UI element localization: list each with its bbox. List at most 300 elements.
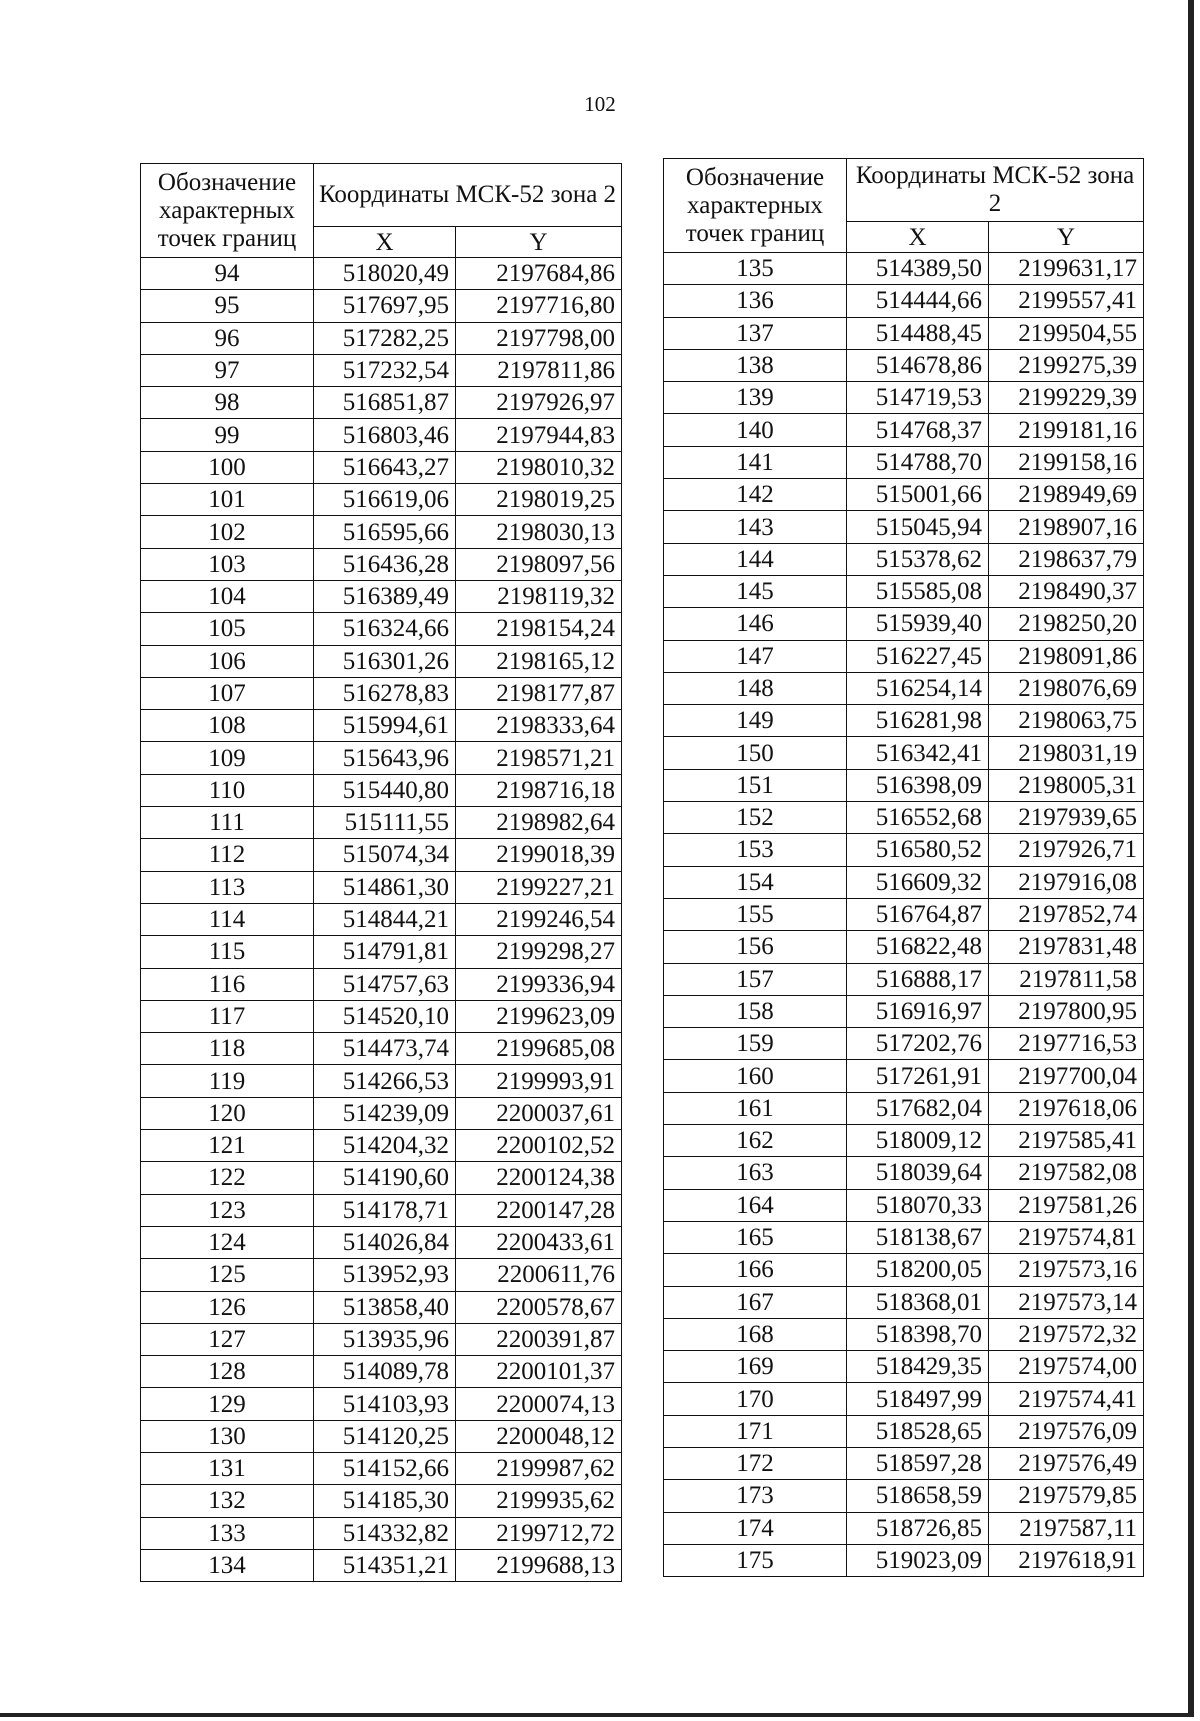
point-number: 125 (141, 1259, 314, 1291)
coord-y: 2197684,86 (456, 258, 622, 290)
point-number: 170 (664, 1383, 847, 1415)
coord-y: 2198119,32 (456, 580, 622, 612)
coord-y: 2198097,56 (456, 548, 622, 580)
table-row (664, 543, 1144, 575)
point-number: 116 (141, 968, 314, 1000)
table-row (664, 866, 1144, 898)
coord-y: 2199227,21 (456, 871, 622, 903)
coord-y: 2197574,00 (989, 1351, 1144, 1383)
table-row (664, 640, 1144, 672)
coord-x: 515111,55 (314, 807, 456, 839)
coord-x: 516552,68 (847, 802, 989, 834)
point-number: 169 (664, 1351, 847, 1383)
point-number: 106 (141, 645, 314, 677)
x-header: X (847, 222, 989, 253)
table-row (664, 1351, 1144, 1383)
table-row (664, 575, 1144, 607)
table-row (141, 613, 622, 645)
coord-x: 514719,53 (847, 382, 989, 414)
coord-x: 514190,60 (314, 1162, 456, 1194)
coord-x: 517282,25 (314, 322, 456, 354)
table-row (141, 710, 622, 742)
coord-y: 2197573,16 (989, 1254, 1144, 1286)
coord-x: 515585,08 (847, 575, 989, 607)
coord-y: 2198154,24 (456, 613, 622, 645)
point-number: 154 (664, 866, 847, 898)
point-number: 151 (664, 769, 847, 801)
coord-y: 2197944,83 (456, 419, 622, 451)
coord-x: 515045,94 (847, 511, 989, 543)
point-number: 113 (141, 871, 314, 903)
page-number: 102 (584, 92, 616, 116)
point-number: 107 (141, 677, 314, 709)
coord-x: 514152,66 (314, 1452, 456, 1484)
point-number: 110 (141, 774, 314, 806)
point-number: 121 (141, 1130, 314, 1162)
coord-x: 518070,33 (847, 1189, 989, 1221)
point-number: 98 (141, 387, 314, 419)
table-row (141, 1162, 622, 1194)
coordinates-table-left (140, 163, 622, 1582)
point-number: 114 (141, 903, 314, 935)
table-row (141, 936, 622, 968)
table-row (664, 1415, 1144, 1447)
table-row (141, 1226, 622, 1258)
table-row (141, 774, 622, 806)
point-number: 120 (141, 1097, 314, 1129)
point-number: 103 (141, 548, 314, 580)
point-number: 157 (664, 963, 847, 995)
coord-y: 2200101,37 (456, 1356, 622, 1388)
coord-y: 2198982,64 (456, 807, 622, 839)
table-row (664, 608, 1144, 640)
coord-x: 515939,40 (847, 608, 989, 640)
coord-x: 513935,96 (314, 1323, 456, 1355)
table-row (664, 1125, 1144, 1157)
coord-y: 2200391,87 (456, 1323, 622, 1355)
table-row (141, 677, 622, 709)
table-row (141, 484, 622, 516)
table-row (664, 1318, 1144, 1350)
table-row (664, 834, 1144, 866)
table-row (141, 1194, 622, 1226)
point-number: 153 (664, 834, 847, 866)
coord-y: 2197574,81 (989, 1221, 1144, 1253)
point-number: 111 (141, 807, 314, 839)
y-header: Y (989, 222, 1144, 253)
table-row (664, 963, 1144, 995)
point-number: 135 (664, 253, 847, 285)
coord-y: 2198333,64 (456, 710, 622, 742)
table-row (664, 1221, 1144, 1253)
point-number: 147 (664, 640, 847, 672)
table-row (664, 1060, 1144, 1092)
table-row (141, 387, 622, 419)
table-row (664, 1157, 1144, 1189)
coord-y: 2199631,17 (989, 253, 1144, 285)
table-row (141, 1000, 622, 1032)
coord-x: 514678,86 (847, 349, 989, 381)
coord-x: 514844,21 (314, 903, 456, 935)
coord-y: 2200611,76 (456, 1259, 622, 1291)
point-number: 152 (664, 802, 847, 834)
coord-y: 2200048,12 (456, 1420, 622, 1452)
coord-y: 2197916,08 (989, 866, 1144, 898)
point-number: 161 (664, 1092, 847, 1124)
coord-x: 518497,99 (847, 1383, 989, 1415)
coord-x: 514239,09 (314, 1097, 456, 1129)
table-row (664, 802, 1144, 834)
coord-x: 516609,32 (847, 866, 989, 898)
point-number: 96 (141, 322, 314, 354)
point-number: 143 (664, 511, 847, 543)
coord-x: 514204,32 (314, 1130, 456, 1162)
coord-y: 2199712,72 (456, 1517, 622, 1549)
coord-x: 516619,06 (314, 484, 456, 516)
point-number: 95 (141, 290, 314, 322)
point-number: 168 (664, 1318, 847, 1350)
table-row (664, 511, 1144, 543)
table-row (664, 446, 1144, 478)
coord-x: 515001,66 (847, 479, 989, 511)
coord-y: 2199336,94 (456, 968, 622, 1000)
coord-y: 2198250,20 (989, 608, 1144, 640)
y-header: Y (456, 227, 622, 258)
table-row (664, 1544, 1144, 1576)
point-number: 102 (141, 516, 314, 548)
point-number: 99 (141, 419, 314, 451)
coord-y: 2197811,58 (989, 963, 1144, 995)
coord-x: 514178,71 (314, 1194, 456, 1226)
coord-x: 515643,96 (314, 742, 456, 774)
coord-x: 513858,40 (314, 1291, 456, 1323)
coord-x: 516822,48 (847, 931, 989, 963)
point-number: 129 (141, 1388, 314, 1420)
coord-x: 518368,01 (847, 1286, 989, 1318)
point-number: 112 (141, 839, 314, 871)
table-row (141, 1485, 622, 1517)
table-row (141, 548, 622, 580)
coordinates-header: Координаты МСК-52 зона 2 (847, 159, 1144, 222)
point-number: 148 (664, 672, 847, 704)
point-number: 164 (664, 1189, 847, 1221)
coord-x: 516254,14 (847, 672, 989, 704)
table-row (141, 1065, 622, 1097)
coord-x: 514089,78 (314, 1356, 456, 1388)
point-number: 163 (664, 1157, 847, 1189)
point-number: 171 (664, 1415, 847, 1447)
coord-x: 514520,10 (314, 1000, 456, 1032)
point-number: 104 (141, 580, 314, 612)
table-row (141, 290, 622, 322)
table-row (664, 1512, 1144, 1544)
coord-x: 518528,65 (847, 1415, 989, 1447)
point-number: 136 (664, 285, 847, 317)
coord-x: 514768,37 (847, 414, 989, 446)
table-row (141, 1259, 622, 1291)
coord-y: 2199685,08 (456, 1033, 622, 1065)
coord-x: 516888,17 (847, 963, 989, 995)
coord-y: 2200578,67 (456, 1291, 622, 1323)
coord-y: 2197926,97 (456, 387, 622, 419)
point-number: 150 (664, 737, 847, 769)
coord-x: 514351,21 (314, 1549, 456, 1581)
coord-y: 2198165,12 (456, 645, 622, 677)
coord-x: 516916,97 (847, 995, 989, 1027)
coord-y: 2197618,06 (989, 1092, 1144, 1124)
point-number: 117 (141, 1000, 314, 1032)
coord-x: 518009,12 (847, 1125, 989, 1157)
coord-y: 2198091,86 (989, 640, 1144, 672)
table-row (664, 1447, 1144, 1479)
coord-x: 517261,91 (847, 1060, 989, 1092)
point-number: 139 (664, 382, 847, 414)
point-number: 105 (141, 613, 314, 645)
point-number: 162 (664, 1125, 847, 1157)
coord-y: 2199504,55 (989, 317, 1144, 349)
point-number: 94 (141, 258, 314, 290)
coord-y: 2199298,27 (456, 936, 622, 968)
point-number: 142 (664, 479, 847, 511)
point-number: 149 (664, 705, 847, 737)
table-body-left (141, 258, 622, 1582)
coord-y: 2199993,91 (456, 1065, 622, 1097)
coord-x: 516281,98 (847, 705, 989, 737)
point-number: 159 (664, 1028, 847, 1060)
coord-y: 2199275,39 (989, 349, 1144, 381)
coord-x: 514488,45 (847, 317, 989, 349)
coord-x: 514788,70 (847, 446, 989, 478)
table-row (141, 1517, 622, 1549)
coord-y: 2197700,04 (989, 1060, 1144, 1092)
coord-x: 514757,63 (314, 968, 456, 1000)
coord-y: 2198005,31 (989, 769, 1144, 801)
point-number: 167 (664, 1286, 847, 1318)
coord-y: 2199623,09 (456, 1000, 622, 1032)
coord-y: 2198076,69 (989, 672, 1144, 704)
table-row (664, 1254, 1144, 1286)
coord-y: 2200147,28 (456, 1194, 622, 1226)
coord-y: 2198010,32 (456, 451, 622, 483)
table-row (141, 258, 622, 290)
coord-y: 2198031,19 (989, 737, 1144, 769)
coord-x: 516324,66 (314, 613, 456, 645)
table-row (664, 1480, 1144, 1512)
table-row (664, 705, 1144, 737)
coord-y: 2197585,41 (989, 1125, 1144, 1157)
table-row (664, 995, 1144, 1027)
table-row (141, 516, 622, 548)
table-row (141, 903, 622, 935)
point-number: 165 (664, 1221, 847, 1253)
coord-y: 2200433,61 (456, 1226, 622, 1258)
table-row (664, 253, 1144, 285)
point-number: 144 (664, 543, 847, 575)
table-row (664, 285, 1144, 317)
table-row (141, 1033, 622, 1065)
coord-y: 2197574,41 (989, 1383, 1144, 1415)
coord-y: 2199935,62 (456, 1485, 622, 1517)
coord-y: 2197939,65 (989, 802, 1144, 834)
coord-y: 2198571,21 (456, 742, 622, 774)
table-row (664, 382, 1144, 414)
coord-y: 2197573,14 (989, 1286, 1144, 1318)
point-number: 172 (664, 1447, 847, 1479)
coord-y: 2198716,18 (456, 774, 622, 806)
coord-x: 516851,87 (314, 387, 456, 419)
coord-y: 2198177,87 (456, 677, 622, 709)
coord-x: 518726,85 (847, 1512, 989, 1544)
point-number: 126 (141, 1291, 314, 1323)
coord-y: 2198030,13 (456, 516, 622, 548)
coord-y: 2197587,11 (989, 1512, 1144, 1544)
table-row (664, 1028, 1144, 1060)
point-number: 141 (664, 446, 847, 478)
point-number: 97 (141, 354, 314, 386)
coord-x: 514185,30 (314, 1485, 456, 1517)
coord-y: 2197926,71 (989, 834, 1144, 866)
coord-x: 518020,49 (314, 258, 456, 290)
coord-x: 514026,84 (314, 1226, 456, 1258)
point-number: 118 (141, 1033, 314, 1065)
coord-x: 514332,82 (314, 1517, 456, 1549)
coord-y: 2199229,39 (989, 382, 1144, 414)
table-row (664, 769, 1144, 801)
coord-x: 516803,46 (314, 419, 456, 451)
coord-y: 2199987,62 (456, 1452, 622, 1484)
table-row (141, 1356, 622, 1388)
coord-y: 2200074,13 (456, 1388, 622, 1420)
table-row (141, 968, 622, 1000)
coord-x: 514389,50 (847, 253, 989, 285)
coord-x: 514473,74 (314, 1033, 456, 1065)
table-row (141, 742, 622, 774)
coord-x: 515074,34 (314, 839, 456, 871)
coord-y: 2198949,69 (989, 479, 1144, 511)
coord-x: 516643,27 (314, 451, 456, 483)
point-number: 175 (664, 1544, 847, 1576)
coord-x: 516301,26 (314, 645, 456, 677)
coord-x: 514791,81 (314, 936, 456, 968)
point-number: 119 (141, 1065, 314, 1097)
table-row (141, 1097, 622, 1129)
point-number: 122 (141, 1162, 314, 1194)
coord-x: 516278,83 (314, 677, 456, 709)
coord-y: 2197579,85 (989, 1480, 1144, 1512)
table-row (664, 479, 1144, 511)
point-number: 108 (141, 710, 314, 742)
coord-x: 517682,04 (847, 1092, 989, 1124)
coord-y: 2198063,75 (989, 705, 1144, 737)
coord-y: 2197831,48 (989, 931, 1144, 963)
coord-x: 514444,66 (847, 285, 989, 317)
table-row (664, 1383, 1144, 1415)
coord-x: 516389,49 (314, 580, 456, 612)
point-number: 145 (664, 575, 847, 607)
coord-y: 2199246,54 (456, 903, 622, 935)
point-number: 128 (141, 1356, 314, 1388)
coord-y: 2199018,39 (456, 839, 622, 871)
coord-y: 2199181,16 (989, 414, 1144, 446)
point-number: 101 (141, 484, 314, 516)
coord-x: 518200,05 (847, 1254, 989, 1286)
coord-x: 518429,35 (847, 1351, 989, 1383)
coord-y: 2197800,95 (989, 995, 1144, 1027)
coord-x: 515440,80 (314, 774, 456, 806)
coord-y: 2199688,13 (456, 1549, 622, 1581)
point-number: 138 (664, 349, 847, 381)
table-row (664, 931, 1144, 963)
coord-y: 2199158,16 (989, 446, 1144, 478)
point-number: 156 (664, 931, 847, 963)
coord-y: 2197716,53 (989, 1028, 1144, 1060)
point-number: 137 (664, 317, 847, 349)
table-row (141, 1130, 622, 1162)
table-row (141, 451, 622, 483)
table-row (141, 354, 622, 386)
designation-header: Обозначение характерных точек границ (664, 159, 847, 253)
table-row (141, 322, 622, 354)
coord-x: 516764,87 (847, 898, 989, 930)
coord-x: 514266,53 (314, 1065, 456, 1097)
coord-x: 518658,59 (847, 1480, 989, 1512)
table-row (141, 1291, 622, 1323)
coord-y: 2200124,38 (456, 1162, 622, 1194)
table-row (141, 1452, 622, 1484)
coordinates-header: Координаты МСК-52 зона 2 (314, 164, 622, 227)
coord-y: 2197576,09 (989, 1415, 1144, 1447)
table-row (141, 807, 622, 839)
point-number: 146 (664, 608, 847, 640)
coord-x: 516436,28 (314, 548, 456, 580)
table-row (141, 580, 622, 612)
coord-x: 516342,41 (847, 737, 989, 769)
coord-x: 517202,76 (847, 1028, 989, 1060)
coord-y: 2199557,41 (989, 285, 1144, 317)
coord-y: 2197618,91 (989, 1544, 1144, 1576)
point-number: 123 (141, 1194, 314, 1226)
table-row (664, 414, 1144, 446)
coord-x: 519023,09 (847, 1544, 989, 1576)
coord-x: 518597,28 (847, 1447, 989, 1479)
coord-y: 2198907,16 (989, 511, 1144, 543)
point-number: 131 (141, 1452, 314, 1484)
table-row (664, 737, 1144, 769)
point-number: 132 (141, 1485, 314, 1517)
table-row (664, 349, 1144, 381)
coordinates-table-right (663, 158, 1144, 1577)
coord-y: 2197572,32 (989, 1318, 1144, 1350)
coord-x: 517232,54 (314, 354, 456, 386)
table-body-right (664, 253, 1144, 1577)
table-row (141, 1388, 622, 1420)
point-number: 127 (141, 1323, 314, 1355)
coord-y: 2197576,49 (989, 1447, 1144, 1479)
table-row (141, 1420, 622, 1452)
coord-x: 518039,64 (847, 1157, 989, 1189)
point-number: 174 (664, 1512, 847, 1544)
point-number: 166 (664, 1254, 847, 1286)
table-row (664, 1286, 1144, 1318)
coord-y: 2200102,52 (456, 1130, 622, 1162)
coord-y: 2197716,80 (456, 290, 622, 322)
coord-y: 2197811,86 (456, 354, 622, 386)
coord-x: 516595,66 (314, 516, 456, 548)
x-header: X (314, 227, 456, 258)
table-row (141, 871, 622, 903)
coord-y: 2197581,26 (989, 1189, 1144, 1221)
table-row (664, 672, 1144, 704)
